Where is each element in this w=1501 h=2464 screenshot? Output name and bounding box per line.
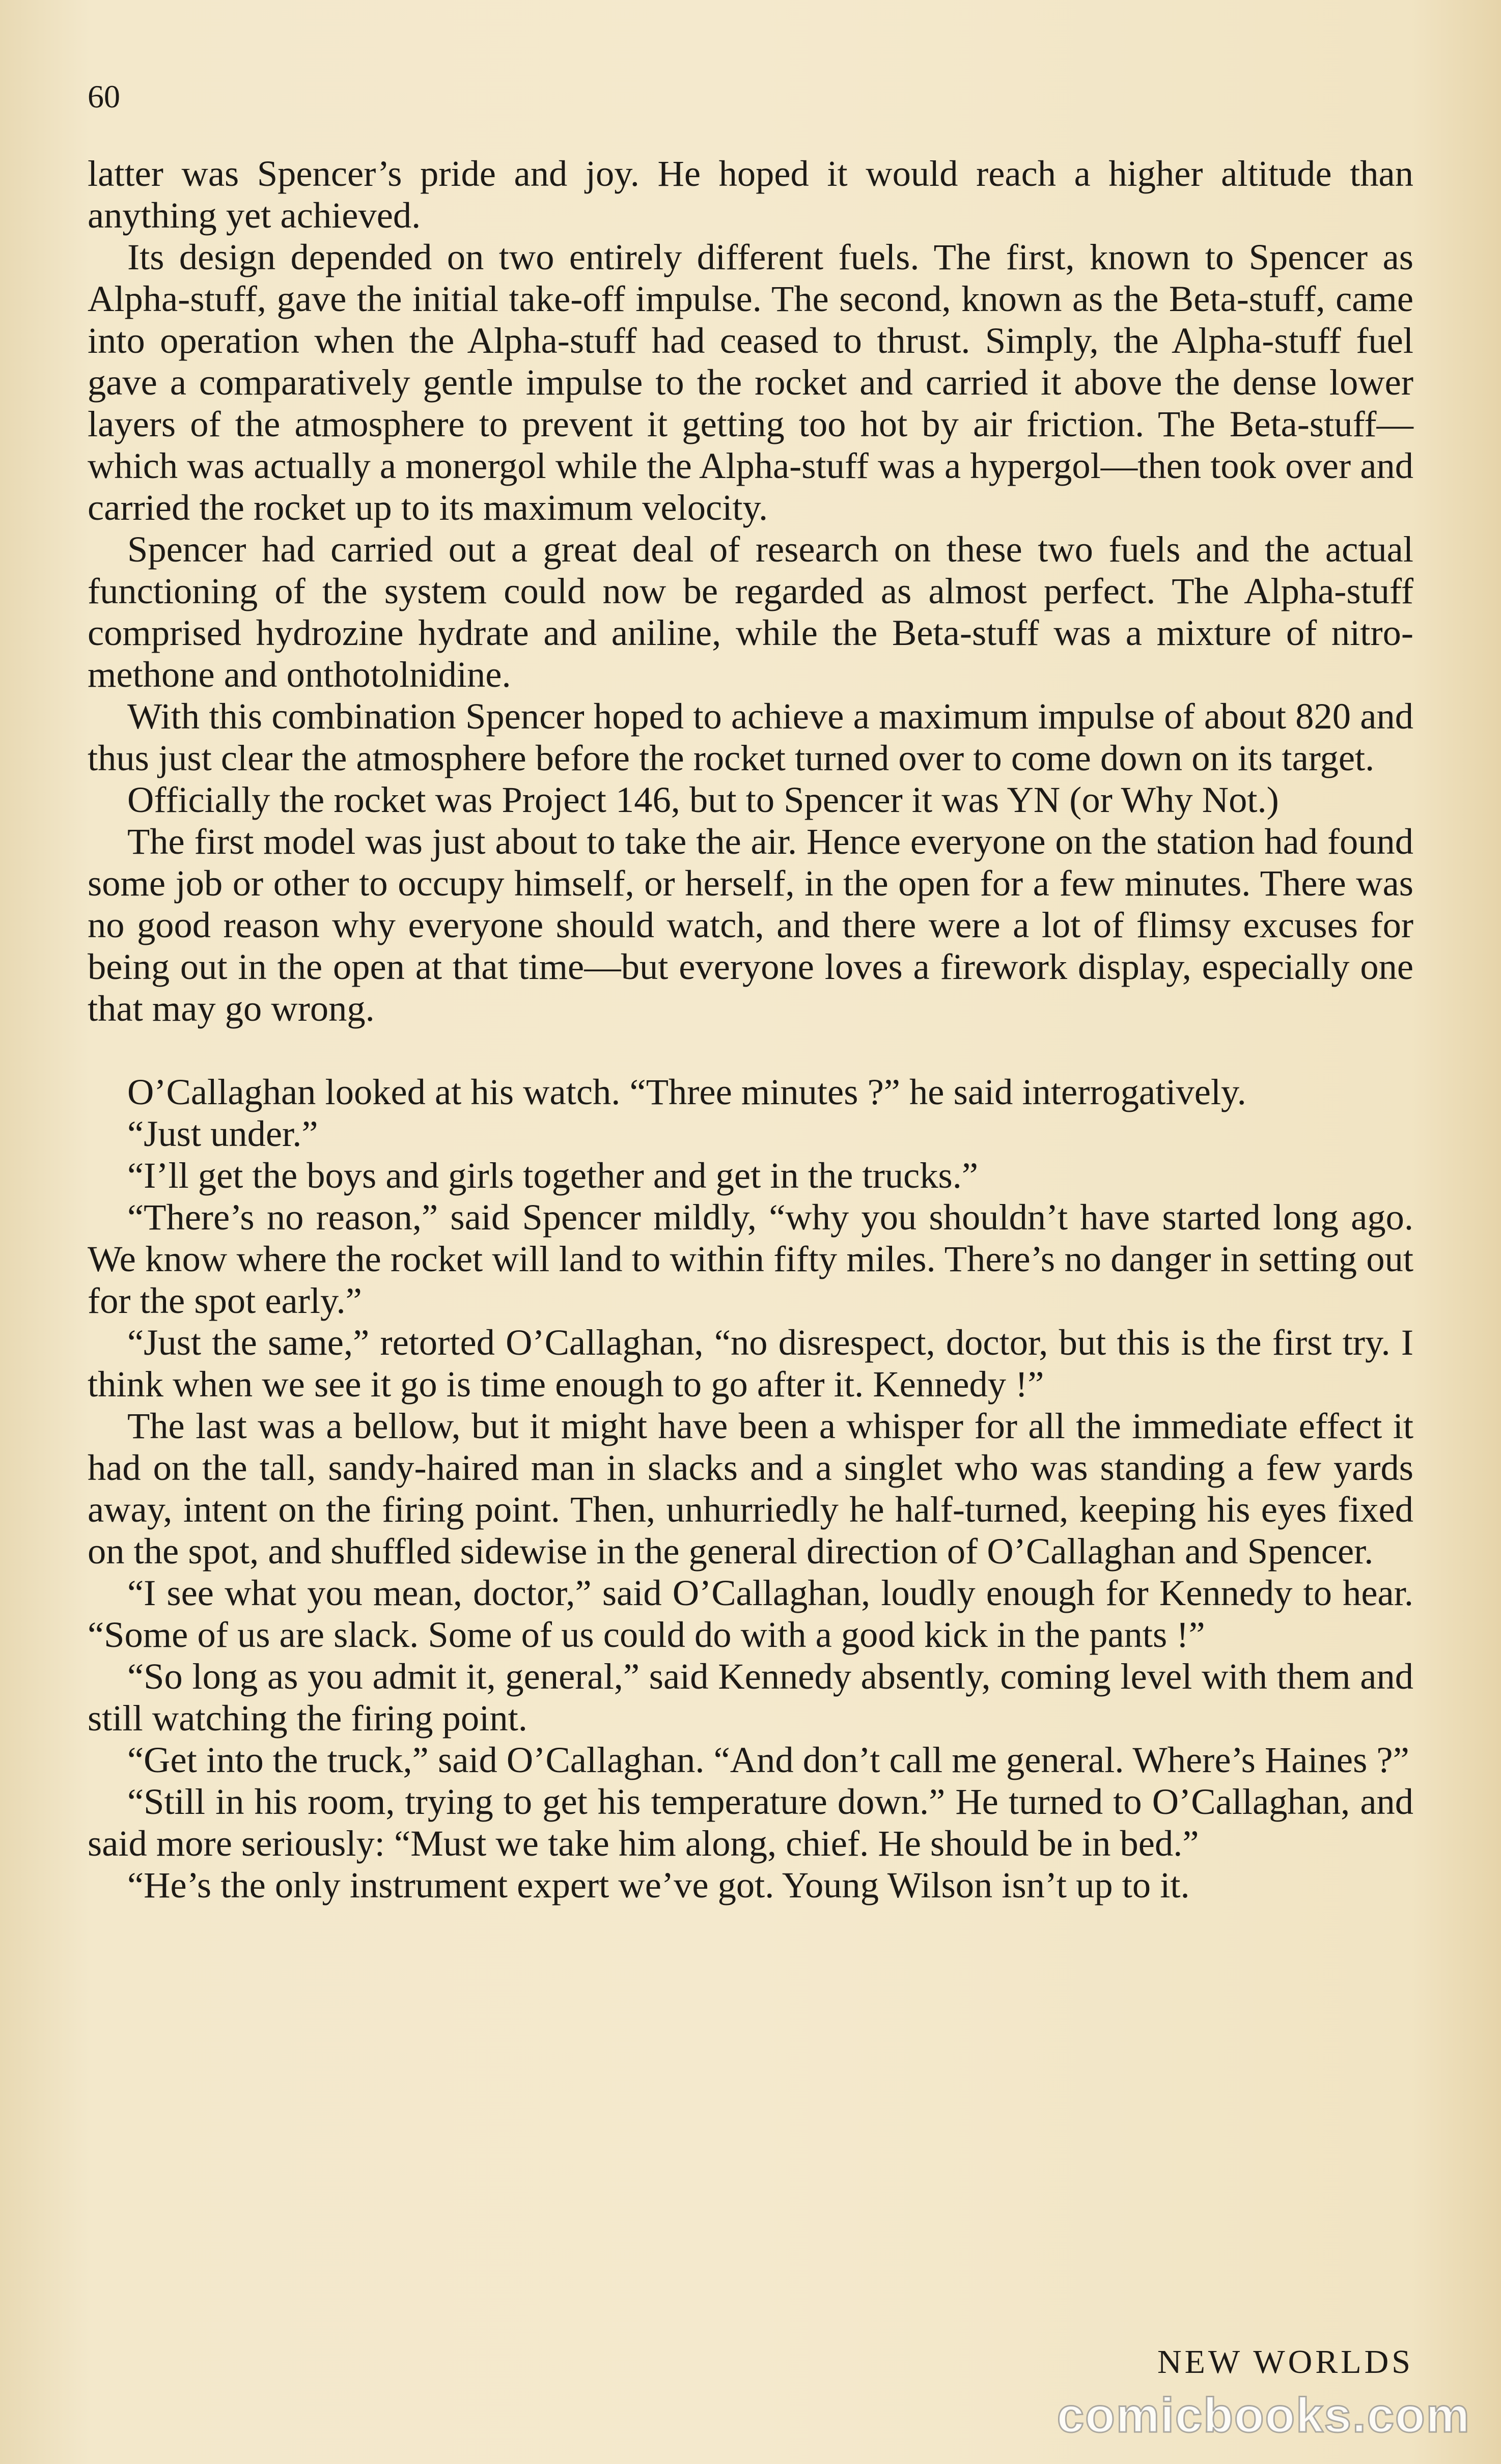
paragraph: O’Callaghan looked at his watch. “Three minutes ?” he said interrogatively. [127,1071,1246,1112]
paragraph: “So long as you admit it, general,” said Kennedy absently, coming level with them and still watching the firing point. [88,1656,1413,1739]
paragraph: “Get into the truck,” said O’Callaghan. “And don’t call me general. Where’s Haines ?” [127,1739,1409,1780]
paragraph: Officially the rocket was Project 146, but to Spencer it was YN (or Why Not.) [127,779,1279,820]
page-number: 60 [88,78,120,115]
paragraph: “I see what you mean, doctor,” said O’Callaghan, loudly enough for Kennedy to hear. “Some of us are slack. Some of us could do with a good kick in the pants !” [88,1572,1413,1655]
running-footer: NEW WORLDS [1157,2343,1413,2381]
paragraph: “Just the same,” retorted O’Callaghan, “no disrespect, doctor, but this is the first try. I think when we see it go is time enough to go after it. Kennedy !” [88,1322,1413,1405]
paragraph: With this combination Spencer hoped to achieve a maximum impulse of about 820 and thus just clear the atmosphere before the rocket turned over to come down on its target. [88,695,1413,778]
paragraph: “There’s no reason,” said Spencer mildly, “why you shouldn’t have started long ago. We know where the rocket will land to within fifty miles. There’s no danger in setting out for the spot early.” [88,1196,1413,1321]
paragraph: Spencer had carried out a great deal of research on these two fuels and the actual functioning of the system could now be regarded as almost perfect. The Alpha-stuff comprised hydrozine hydrate and aniline, while the Beta-stuff was a mixture of nitro-methone and onthotolnidine. [88,528,1413,695]
paragraph: “I’ll get the boys and girls together and get in the trucks.” [127,1155,979,1196]
paragraph: “Just under.” [127,1113,318,1154]
paragraph: The last was a bellow, but it might have been a whisper for all the immediate effect it had on the tall, sandy-haired man in slacks and a singlet who was standing a few yards away, intent on the firing point. Then, unhurriedly he half-turned, keeping his eyes fixed on the spot, and shuffled sidewise in the general direction of O’Callaghan and Spencer. [88,1405,1413,1572]
paragraph: latter was Spencer’s pride and joy. He hoped it would reach a higher altitude than anything yet achieved. [88,153,1413,236]
watermark: comicbooks.com [1057,2388,1470,2443]
paragraph: “Still in his room, trying to get his temperature down.” He turned to O’Callaghan, and said more seriously: “Must we take him along, chief. He should be in bed.” [88,1781,1413,1864]
paragraph: Its design depended on two entirely different fuels. The first, known to Spencer as Alpha-stuff, gave the initial take-off impulse. The second, known as the Beta-stuff, came into operation when the Alpha-stuff had ceased to thrust. Simply, the Alpha-stuff fuel gave a comparatively gentle impulse to the rocket and carried it above the dense lower layers of the atmosphere to prevent it getting too hot by air friction. The Beta-stuff—which was actually a monergol while the Alpha-stuff was a hypergol—then took over and carried the rocket up to its maximum velocity. [88,236,1413,528]
paragraph: “He’s the only instrument expert we’ve got. Young Wilson isn’t up to it. [127,1864,1190,1906]
body-text [88,153,1413,1906]
paragraph: The first model was just about to take the air. Hence everyone on the station had found some job or other to occupy himself, or herself, in the open for a few minutes. There was no good reason why everyone should watch, and there were a lot of flimsy excuses for being out in the open at that time—but everyone loves a firework display, especially one that may go wrong. [88,821,1413,1029]
